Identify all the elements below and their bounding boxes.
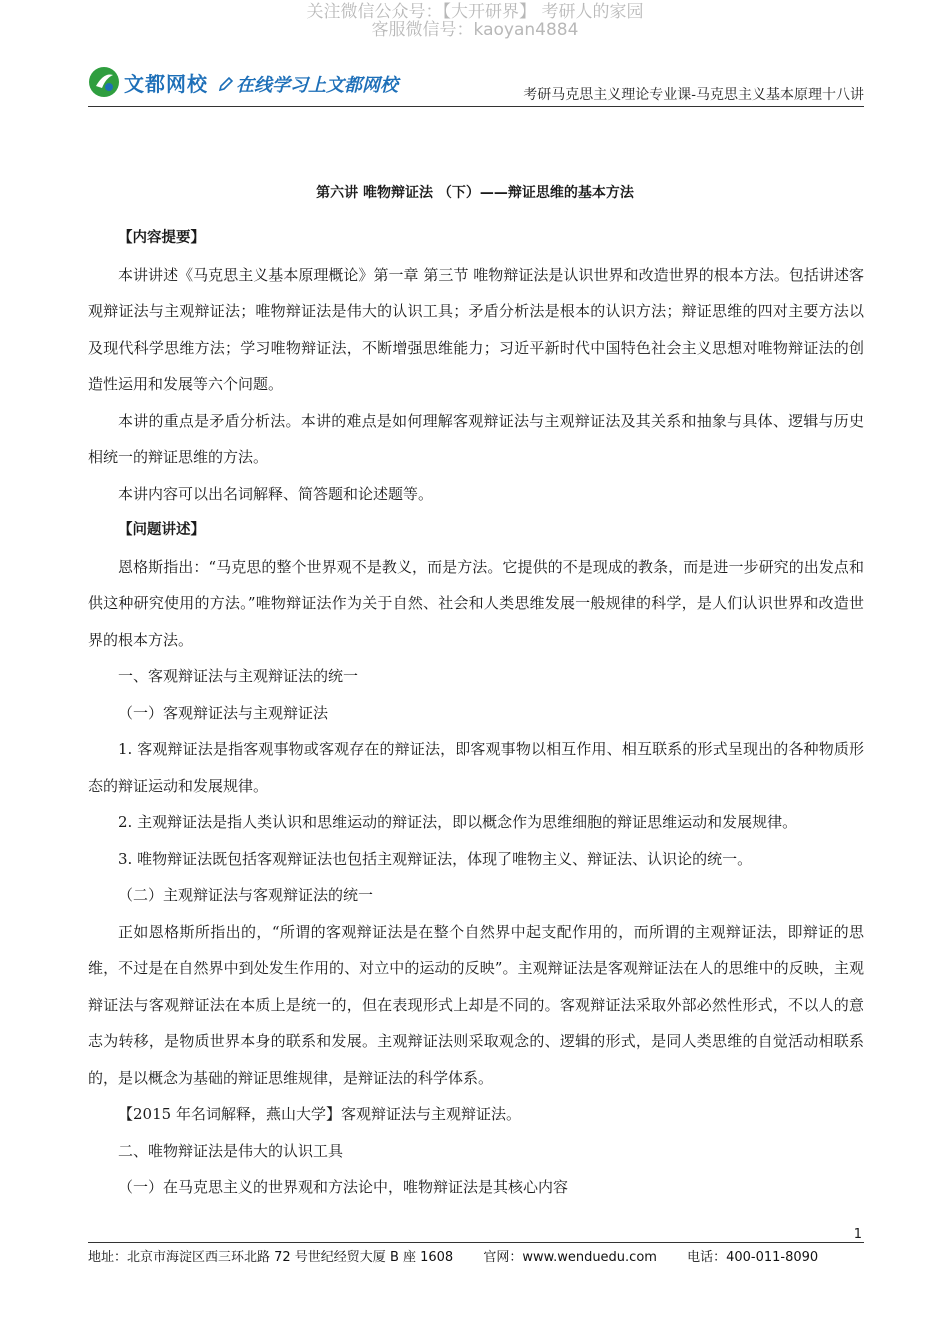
paragraph: 本讲讲述《马克思主义基本原理概论》第一章 第三节 唯物辩证法是认识世界和改造世界的根本方法。包括讲述客观辩证法与主观辩证法；唯物辩证法是伟大的认识工具；矛盾分析法是根本的认识方法；辩证思维的四对主要方法以及现代科学思维方法；学习唯物辩证法，不断增强思维能力；习近平新时代中国特色社会主义思想对唯物辩证法的创造性运用和发展等六个问题。: [88, 265, 864, 393]
brand-logo[interactable]: [88, 64, 208, 100]
page-number: 1: [853, 1227, 862, 1242]
list-item: 2. 主观辩证法是指人类认识和思维运动的辩证法，即以概念作为思维细胞的辩证思维运动和发展规律。: [118, 813, 798, 831]
footer-website[interactable]: 官网：www.wenduedu.com: [483, 1250, 657, 1265]
slogan: [218, 71, 398, 97]
pencil-icon: [218, 76, 234, 92]
document-body: [88, 220, 864, 1206]
wendu-logo-icon: [88, 66, 120, 98]
subheading: 一、客观辩证法与主观辩证法的统一: [118, 667, 359, 685]
subheading: （一）客观辩证法与主观辩证法: [118, 703, 329, 722]
section-heading: 【内容提要】: [118, 230, 205, 246]
subheading: （二）主观辩证法与客观辩证法的统一: [118, 886, 374, 904]
watermark-line-2: 客服微信号：kaoyan4884: [371, 20, 579, 40]
logo-text: 文都网校: [124, 71, 208, 96]
paragraph: 恩格斯指出：“马克思的整个世界观不是教义，而是方法。它提供的不是现成的教条，而是进一步研究的出发点和供这种研究使用的方法。”唯物辩证法作为关于自然、社会和人类思维发展一般规律的科学，是人们认识世界和改造世界的根本方法。: [88, 557, 864, 649]
page-header: [88, 62, 864, 107]
paragraph: 本讲内容可以出名词解释、简答题和论述题等。: [118, 484, 434, 503]
lecture-title: 第六讲 唯物辩证法 （下）——辩证思维的基本方法: [316, 185, 634, 201]
paragraph: 本讲的重点是矛盾分析法。本讲的难点是如何理解客观辩证法与主观辩证法及其关系和抽象与具体、逻辑与历史相统一的辩证思维的方法。: [88, 411, 864, 466]
subheading: （一）在马克思主义的世界观和方法论中，唯物辩证法是其核心内容: [118, 1178, 569, 1196]
header-divider: [88, 106, 864, 107]
subheading: 二、唯物辩证法是伟大的认识工具: [118, 1141, 344, 1160]
paragraph: 正如恩格斯所指出的，“所谓的客观辩证法是在整个自然界中起支配作用的，而所谓的主观辩证法，即辩证的思维，不过是在自然界中到处发生作用的、对立中的运动的反映”。主观辩证法是客观辩证法在人的思维中的反映，主观辩证法与客观辩证法在本质上是统一的，但在表现形式上却是不同的。客观辩证法采取外部必然性形式，不以人的意志为转移，是物质世界本身的联系和发展。主观辩证法则采取观念的、逻辑的形式，是同人类思维的自觉活动相联系的，是以概念为基础的辩证思维规律，是辩证法的科学体系。: [88, 922, 864, 1087]
footer-divider: [88, 1242, 864, 1243]
list-item: 1. 客观辩证法是指客观事物或客观存在的辩证法，即客观事物以相互作用、相互联系的形式呈现出的各种物质形态的辩证运动和发展规律。: [88, 740, 864, 795]
footer-phone: 电话：400-011-8090: [687, 1250, 819, 1265]
footer-address: 地址：北京市海淀区西三环北路 72 号世纪经贸大厦 B 座 1608: [88, 1250, 454, 1265]
page-footer: [88, 1246, 844, 1265]
list-item: 3. 唯物辩证法既包括客观辩证法也包括主观辩证法，体现了唯物主义、辩证法、认识论的统一。: [118, 849, 753, 868]
watermark-line-1: 关注微信公众号：【大开研界】 考研人的家园: [306, 2, 644, 22]
section-heading: 【问题讲述】: [118, 522, 205, 538]
exam-note: 【2015 年名词解释，燕山大学】客观辩证法与主观辩证法。: [118, 1105, 521, 1123]
course-title: 考研马克思主义理论专业课-马克思主义基本原理十八讲: [523, 87, 864, 103]
slogan-text: 在线学习上文都网校: [236, 75, 398, 96]
